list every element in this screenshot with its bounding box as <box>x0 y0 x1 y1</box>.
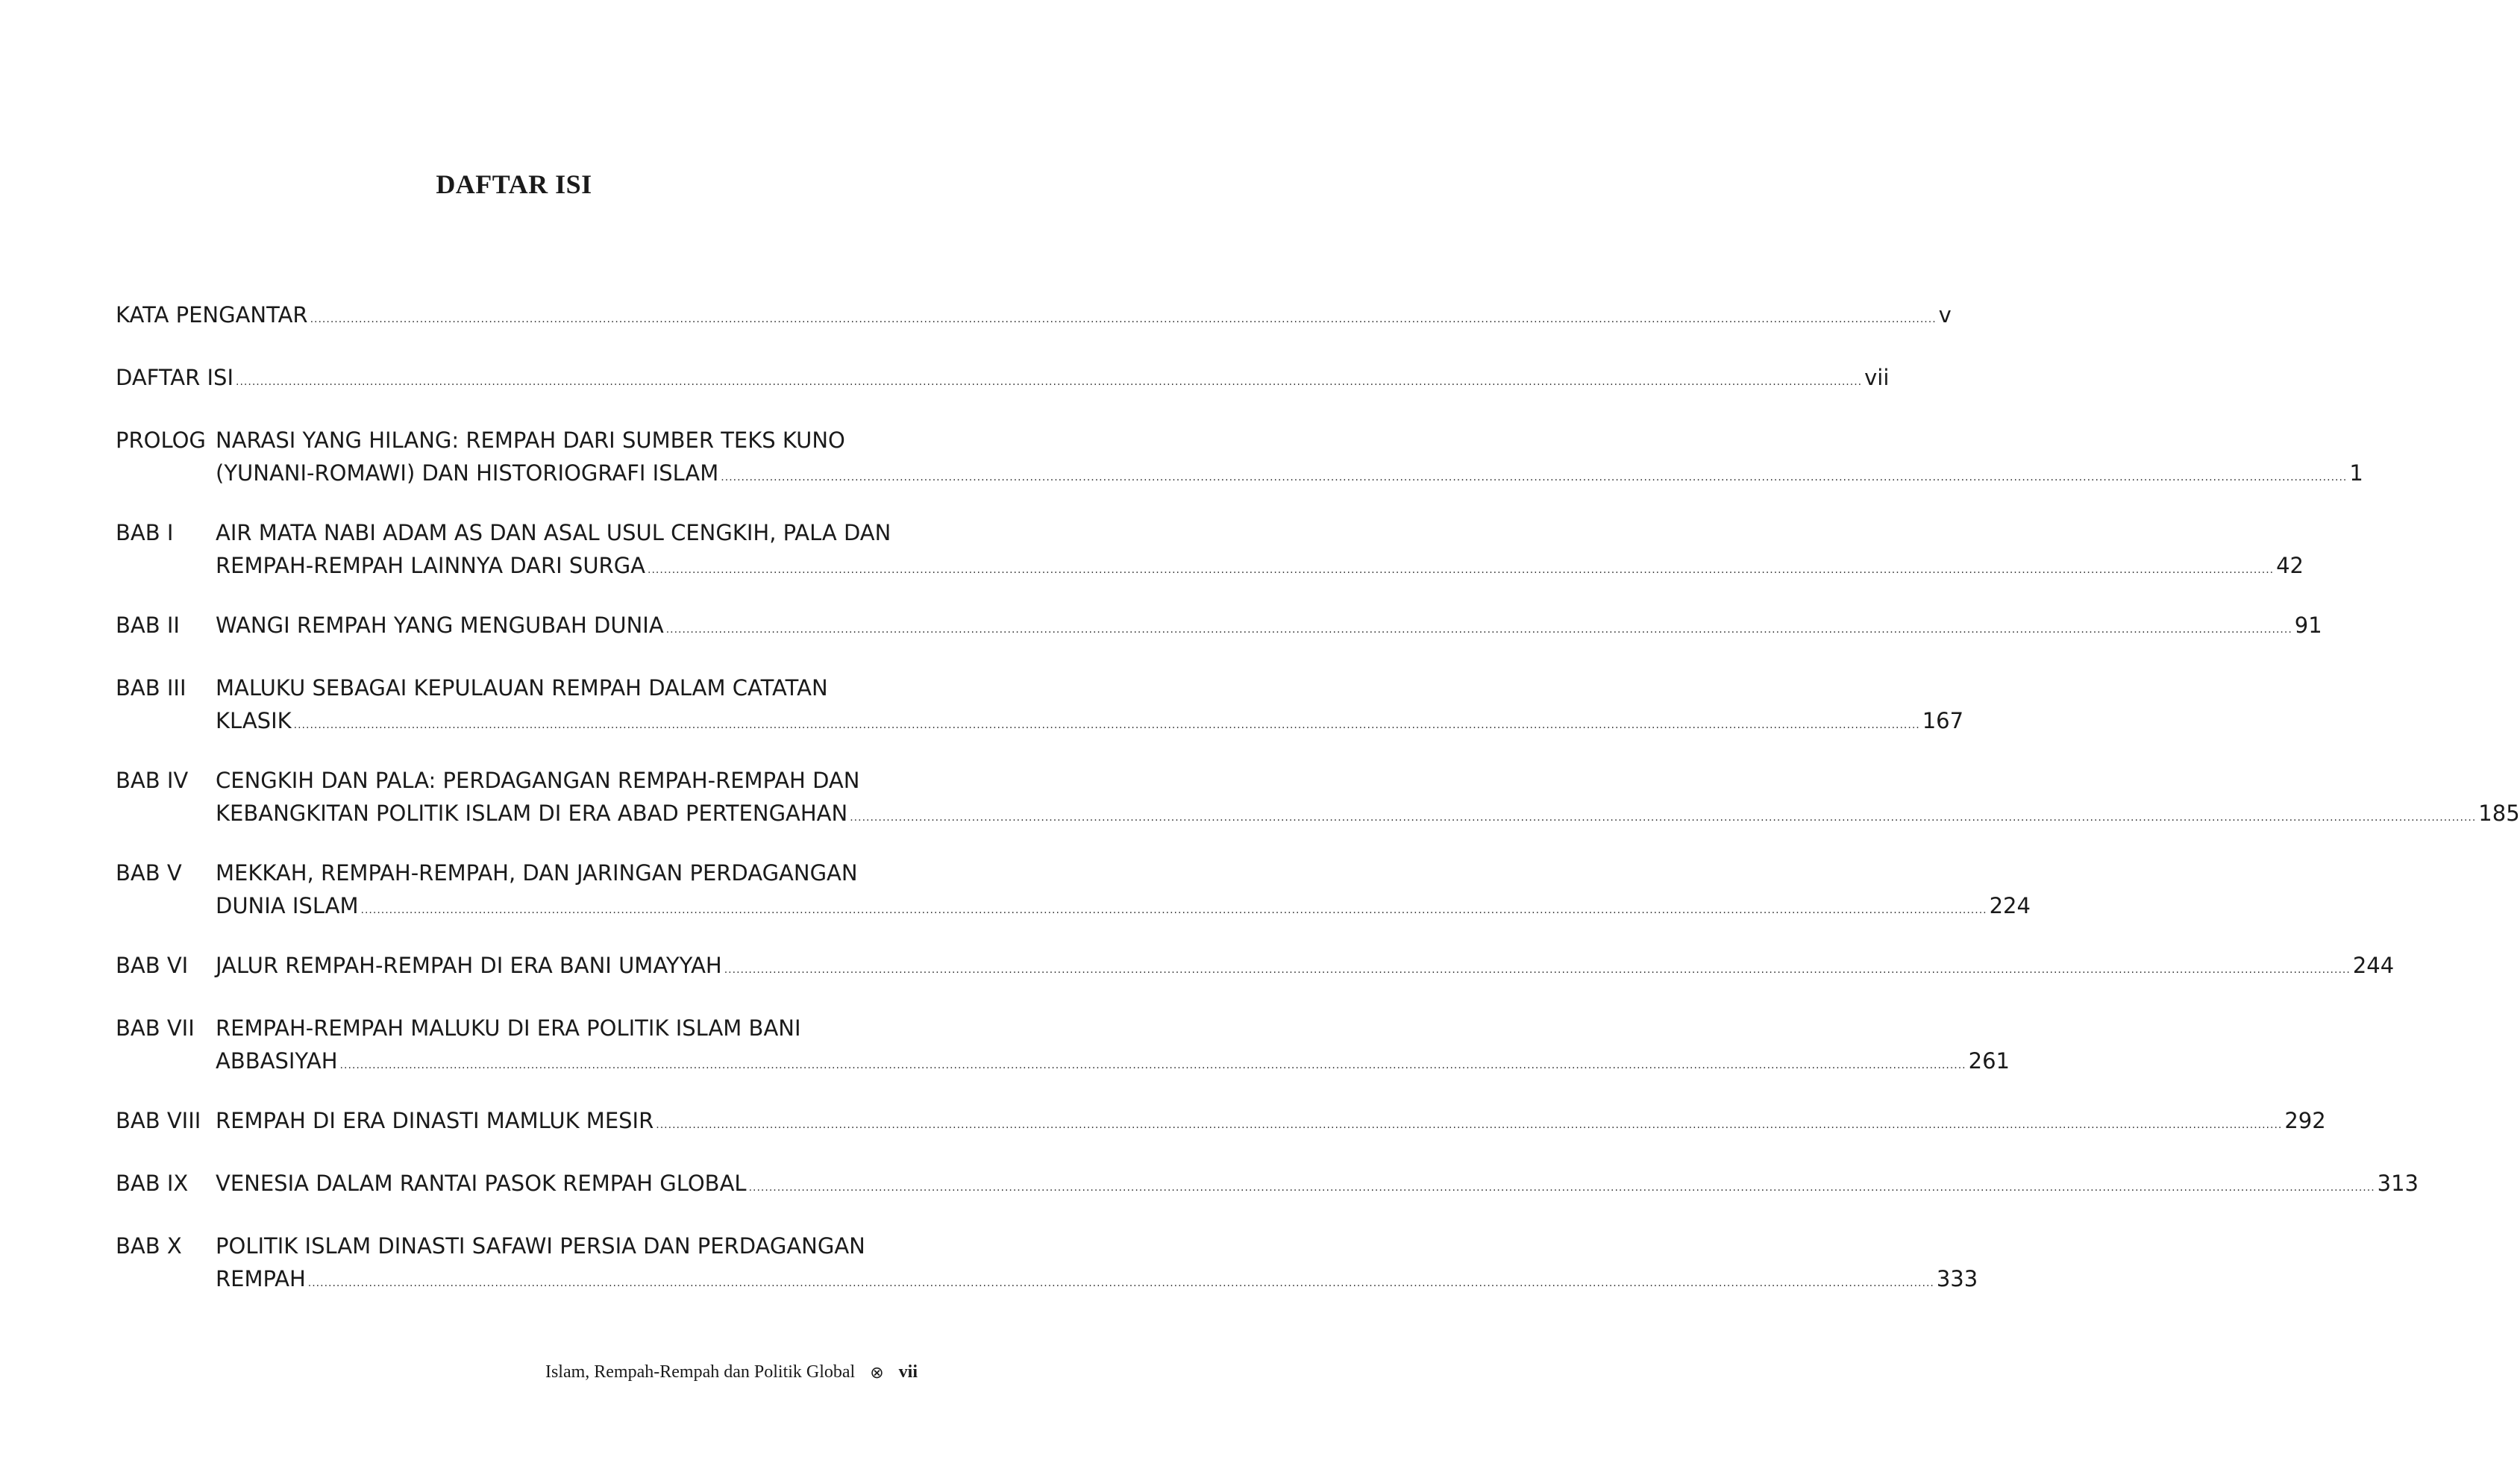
toc-entry[interactable] <box>116 298 1952 331</box>
toc-entry-page: 333 <box>1936 1266 1978 1291</box>
toc-entry-title: KLASIK <box>216 708 292 733</box>
page-footer <box>545 1362 918 1382</box>
toc-entry[interactable] <box>116 609 2322 642</box>
toc-entry-label: BAB VII <box>116 1015 195 1041</box>
toc-entry-title: NARASI YANG HILANG: REMPAH DARI SUMBER TEKS KUNO <box>216 427 845 453</box>
footer-book-title: Islam, Rempah-Rempah dan Politik Global <box>545 1362 856 1382</box>
toc-entry-label: BAB II <box>116 613 180 638</box>
toc-entry-label: BAB I <box>116 520 174 545</box>
dot-leader: ................................................................................................................................................................................................................................................................................................................................................................................................................ <box>293 719 1920 731</box>
toc-entry[interactable] <box>116 764 2520 830</box>
toc-entry-title: KATA PENGANTAR <box>116 302 308 328</box>
dot-leader: ................................................................................................................................................................................................................................................................................................................................................................................................................ <box>850 812 2477 824</box>
toc-entry-page: vii <box>1864 365 1890 390</box>
toc-entry-title: MEKKAH, REMPAH-REMPAH, DAN JARINGAN PERDAGANGAN <box>216 860 858 886</box>
toc-entry[interactable] <box>116 424 2363 489</box>
toc-entry-page: 261 <box>1968 1048 2010 1074</box>
toc-entry-title: WANGI REMPAH YANG MENGUBAH DUNIA <box>216 613 664 638</box>
toc-entry-title: REMPAH-REMPAH MALUKU DI ERA POLITIK ISLAM BANI <box>216 1015 801 1041</box>
footer-page-number: vii <box>898 1362 918 1382</box>
toc-entry-page: 167 <box>1922 708 1964 733</box>
toc-entry-title: ABBASIYAH <box>216 1048 338 1074</box>
toc-entry-title: JALUR REMPAH-REMPAH DI ERA BANI UMAYYAH <box>216 953 722 978</box>
dot-leader: ................................................................................................................................................................................................................................................................................................................................................................................................................ <box>310 313 1937 325</box>
toc-entry[interactable] <box>116 671 1964 737</box>
toc-entry-page: v <box>1938 302 1952 328</box>
toc-entry[interactable] <box>116 1012 2010 1077</box>
toc-entry-title: DUNIA ISLAM <box>216 893 359 918</box>
toc-entry-title: KEBANGKITAN POLITIK ISLAM DI ERA ABAD PERTENGAHAN <box>216 801 848 826</box>
toc-entry-label: PROLOG <box>116 427 206 453</box>
toc-entry[interactable] <box>116 1104 2326 1137</box>
toc-entry-title: AIR MATA NABI ADAM AS DAN ASAL USUL CENGKIH, PALA DAN <box>216 520 891 545</box>
table-of-contents <box>116 298 2520 1295</box>
dot-leader: ................................................................................................................................................................................................................................................................................................................................................................................................................ <box>665 624 2292 636</box>
toc-entry[interactable] <box>116 361 1890 394</box>
dot-leader: ................................................................................................................................................................................................................................................................................................................................................................................................................ <box>656 1119 2283 1131</box>
dot-leader: ................................................................................................................................................................................................................................................................................................................................................................................................................ <box>236 376 1863 388</box>
dot-leader: ................................................................................................................................................................................................................................................................................................................................................................................................................ <box>307 1277 1934 1289</box>
toc-entry-label: BAB III <box>116 675 187 701</box>
toc-entry-label: BAB VI <box>116 953 189 978</box>
dot-leader: ................................................................................................................................................................................................................................................................................................................................................................................................................ <box>360 904 1987 916</box>
toc-entry-page: 42 <box>2276 553 2304 578</box>
dot-leader: ................................................................................................................................................................................................................................................................................................................................................................................................................ <box>339 1059 1966 1071</box>
toc-entry-page: 91 <box>2294 613 2322 638</box>
toc-entry-page: 224 <box>1989 893 2031 918</box>
toc-entry-page: 292 <box>2284 1108 2326 1133</box>
toc-entry-label: BAB VIII <box>116 1108 201 1133</box>
page-title: DAFTAR ISI <box>436 169 592 199</box>
toc-entry-page: 185 <box>2478 801 2520 826</box>
toc-entry[interactable] <box>116 1230 1978 1295</box>
toc-entry[interactable] <box>116 1167 2419 1200</box>
dot-leader: ................................................................................................................................................................................................................................................................................................................................................................................................................ <box>724 964 2351 976</box>
toc-entry[interactable] <box>116 516 2304 582</box>
toc-entry-label: BAB IV <box>116 768 189 793</box>
toc-entry-title: CENGKIH DAN PALA: PERDAGANGAN REMPAH-REMPAH DAN <box>216 768 860 793</box>
toc-entry[interactable] <box>116 856 2031 922</box>
toc-entry-title: DAFTAR ISI <box>116 365 234 390</box>
toc-entry-title: REMPAH DI ERA DINASTI MAMLUK MESIR <box>216 1108 654 1133</box>
toc-entry-label: BAB V <box>116 860 182 886</box>
toc-entry[interactable] <box>116 949 2395 982</box>
toc-entry-title: (YUNANI-ROMAWI) DAN HISTORIOGRAFI ISLAM <box>216 460 719 486</box>
dot-leader: ................................................................................................................................................................................................................................................................................................................................................................................................................ <box>748 1182 2375 1194</box>
toc-entry-page: 244 <box>2352 953 2395 978</box>
ornament-icon: ⊗ <box>870 1362 884 1382</box>
dot-leader: ................................................................................................................................................................................................................................................................................................................................................................................................................ <box>648 564 2275 576</box>
toc-entry-title: REMPAH-REMPAH LAINNYA DARI SURGA <box>216 553 646 578</box>
dot-leader: ................................................................................................................................................................................................................................................................................................................................................................................................................ <box>721 472 2348 483</box>
toc-entry-label: BAB IX <box>116 1171 189 1196</box>
toc-entry-title: VENESIA DALAM RANTAI PASOK REMPAH GLOBAL <box>216 1171 747 1196</box>
toc-entry-page: 1 <box>2349 460 2363 486</box>
toc-entry-title: POLITIK ISLAM DINASTI SAFAWI PERSIA DAN PERDAGANGAN <box>216 1233 865 1259</box>
toc-entry-page: 313 <box>2377 1171 2419 1196</box>
toc-entry-title: REMPAH <box>216 1266 306 1291</box>
toc-entry-title: MALUKU SEBAGAI KEPULAUAN REMPAH DALAM CATATAN <box>216 675 828 701</box>
toc-entry-label: BAB X <box>116 1233 182 1259</box>
